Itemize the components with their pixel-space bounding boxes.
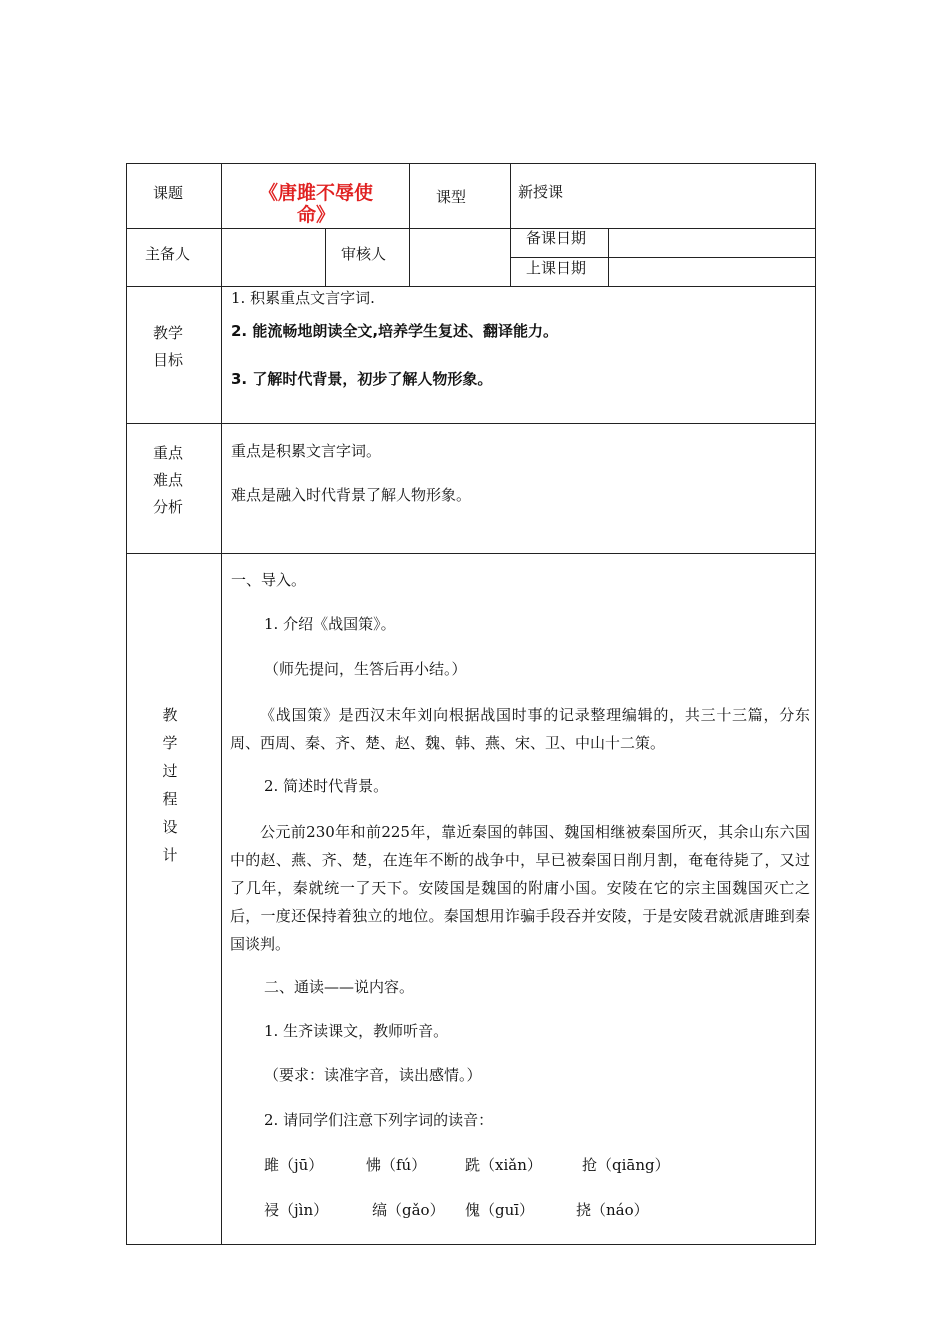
section-1-title: 一、导入。 <box>231 571 307 589</box>
row-divider <box>126 553 816 554</box>
table-border-right <box>815 163 816 1245</box>
pinyin-item: 跣（xiǎn） <box>465 1156 542 1174</box>
keypoints-label <box>153 440 183 521</box>
objectives-label-line2: 目标 <box>153 351 184 369</box>
objective-item-1: 1. 积累重点文言字词. <box>231 289 375 307</box>
objective-item-3: 3. 了解时代背景，初步了解人物形象。 <box>231 370 493 388</box>
label-kexing: 课型 <box>436 188 467 206</box>
label-zhubeiren: 主备人 <box>145 245 191 263</box>
col-divider <box>510 163 511 287</box>
col-divider <box>409 163 410 287</box>
process-label-char: 学 <box>162 734 178 752</box>
process-label-char: 程 <box>162 790 178 808</box>
keypoints-label-line1: 重点 <box>153 444 184 462</box>
table-border-bottom <box>126 1244 816 1245</box>
pinyin-item: 雎（jū） <box>264 1156 324 1174</box>
table-border-top <box>126 163 816 164</box>
col-divider <box>221 163 222 1245</box>
label-keti: 课题 <box>153 184 184 202</box>
pinyin-item: 傀（guī） <box>465 1201 535 1219</box>
kexing-value: 新授课 <box>518 183 564 201</box>
difficult-point-text: 难点是融入时代背景了解人物形象。 <box>231 486 472 504</box>
row-divider <box>126 228 816 229</box>
table-border-left <box>126 163 127 1245</box>
keypoints-label-line2: 难点 <box>153 471 184 489</box>
lesson-title-line1: 《唐雎不辱使 <box>258 182 373 204</box>
row-divider <box>126 286 816 287</box>
pinyin-item: 挠（náo） <box>576 1201 649 1219</box>
objectives-label <box>153 320 183 374</box>
keypoints-label-line3: 分析 <box>153 498 184 516</box>
process-label-char: 计 <box>162 846 178 864</box>
col-divider <box>608 228 609 287</box>
process-label-char: 设 <box>162 818 178 836</box>
objectives-label-line1: 教学 <box>153 324 184 342</box>
objective-item-2: 2. 能流畅地朗读全文,培养学生复述、翻译能力。 <box>231 322 559 340</box>
lesson-title-line2: 命》 <box>296 204 335 226</box>
pinyin-item: 缟（gǎo） <box>372 1201 445 1219</box>
step-1: 1. 介绍《战国策》。 <box>264 615 396 633</box>
key-point-text: 重点是积累文言字词。 <box>231 442 382 460</box>
label-shangke-date: 上课日期 <box>526 259 587 277</box>
label-beike-date: 备课日期 <box>526 229 587 247</box>
zhanguoce-paragraph: 《战国策》是西汉末年刘向根据战国时事的记录整理编辑的，共三十三篇，分东周、西周、秦、齐、楚、赵、魏、韩、燕、宋、卫、中山十二策。 <box>230 706 810 752</box>
process-label-char: 教 <box>162 706 178 724</box>
section-2-title: 二、通读——说内容。 <box>264 978 415 996</box>
pinyin-item: 祲（jìn） <box>264 1201 329 1219</box>
process-label-char: 过 <box>162 762 178 780</box>
background-paragraph: 公元前230年和前225年，靠近秦国的韩国、魏国相继被秦国所灭，其余山东六国中的赵、燕、齐、楚，在连年不断的战争中，早已被秦国日削月割，奄奄待毙了，又过了几年，秦就统一了天下。安陵国是魏国的附庸小国。安陵在它的宗主国魏国灭亡之后，一度还保持着独立的地位。秦国想用诈骗手段吞并安陵，于是安陵君就派唐雎到秦国谈判。 <box>230 823 810 953</box>
lesson-title <box>236 182 396 226</box>
step-1-note: （师先提问，生答后再小结。） <box>264 660 467 678</box>
label-shenheren: 审核人 <box>341 245 387 263</box>
read-1-note: （要求：读准字音，读出感情。） <box>264 1066 482 1084</box>
read-1: 1. 生齐读课文，教师听音。 <box>264 1022 449 1040</box>
pinyin-item: 抢（qiāng） <box>582 1156 670 1174</box>
col-divider <box>325 228 326 287</box>
read-2: 2. 请同学们注意下列字词的读音： <box>264 1111 494 1129</box>
pinyin-item: 怫（fú） <box>366 1156 427 1174</box>
row-divider <box>126 423 816 424</box>
step-2: 2. 简述时代背景。 <box>264 777 389 795</box>
